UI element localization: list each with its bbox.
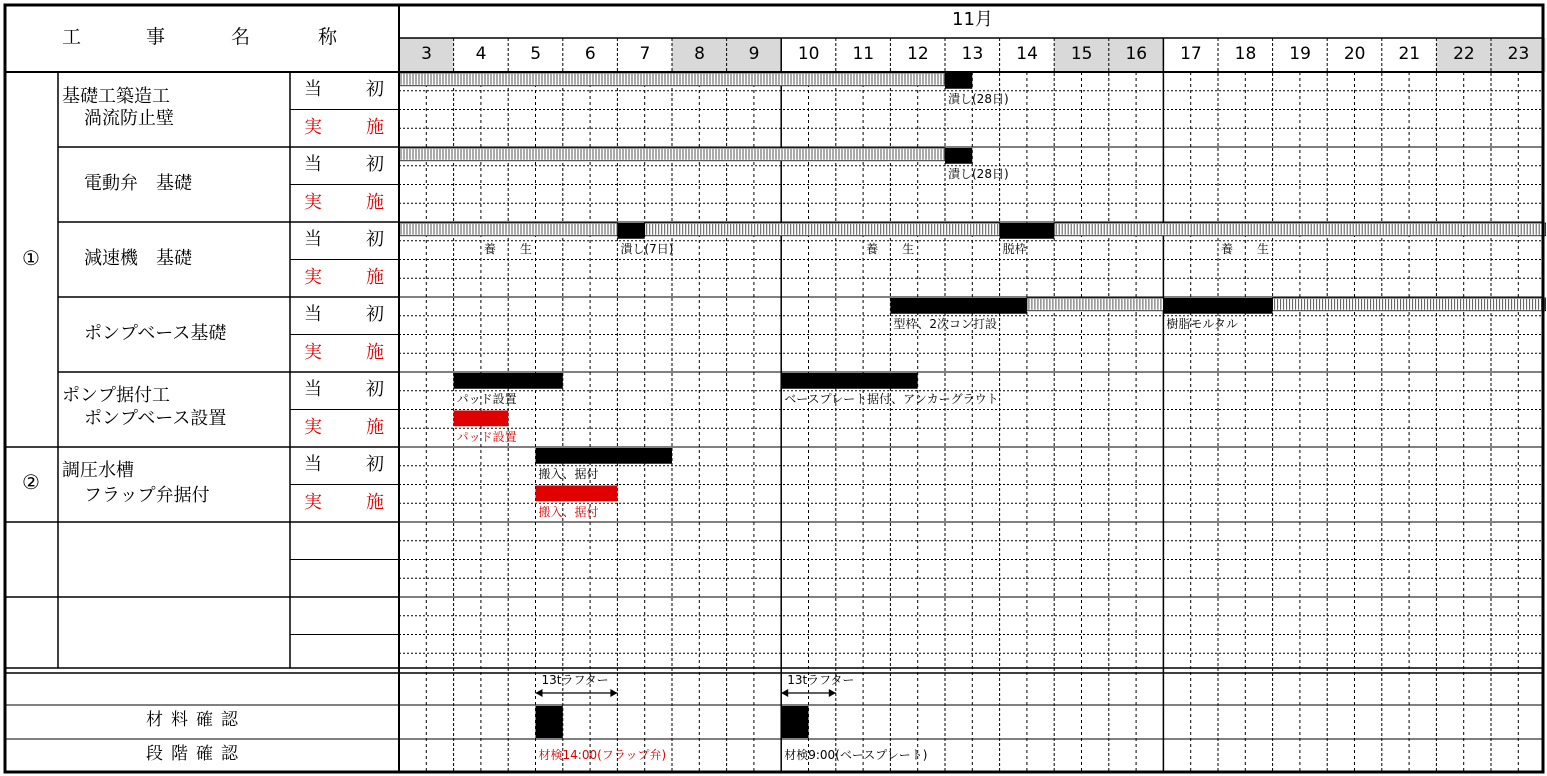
header-char-4: 称 [318,26,338,48]
day-header: 14 [1016,44,1038,64]
group-label-2: ② [22,470,40,494]
plan-bar [536,448,673,464]
plan-bar [617,223,644,239]
plan-label: 当 [304,304,322,325]
stage-check-note: 材検9:00(ベースプレート) [784,748,928,762]
arrow-head-left [536,689,543,697]
curing-bar [399,223,617,236]
schedule-note: 潰し(7日) [620,242,674,256]
plan-label: 初 [366,79,384,100]
plan-label: 初 [366,154,384,175]
plan-label: 初 [366,304,384,325]
plan-label: 当 [304,379,322,400]
header-char-2: 事 [146,26,166,48]
arrow-head-right [829,689,836,697]
task-subtitle-6: フラップ弁据付 [84,485,210,506]
plan-bar [945,148,972,164]
plan-label: 初 [366,379,384,400]
actual-label: 施 [366,491,384,513]
actual-label: 実 [304,266,322,288]
stage-check-label: 段階確認 [146,744,246,764]
actual-label: 施 [366,341,384,363]
frame-lines [5,5,1543,772]
material-check-mark [536,706,563,738]
actual-label: 施 [366,266,384,288]
stage-check-note: 材検14:00(フラップ弁) [538,748,667,762]
plan-bar [1163,298,1272,314]
schedule-note: 脱枠 [1002,242,1027,256]
day-header: 12 [907,44,929,64]
day-header: 8 [694,44,705,64]
plan-label: 当 [304,454,322,475]
plan-label: 当 [304,79,322,100]
day-header: 16 [1125,44,1148,64]
plan-bar [890,298,1027,314]
day-header: 10 [797,44,820,64]
schedule-note: 搬入、据付 [538,504,599,519]
actual-label: 実 [304,116,322,138]
task-title-4: ポンプベース基礎 [84,323,227,344]
task-title-5: ポンプ据付工 [62,385,170,406]
schedule-note: 養 生 [483,242,532,256]
day-header: 22 [1453,44,1475,64]
task-title-2: 電動弁 基礎 [84,173,192,194]
outer-border [5,5,1543,772]
schedule-note: 樹脂モルタル [1166,317,1238,331]
plan-bar [1000,223,1055,239]
day-header: 11 [852,44,875,64]
crane-label: 13tラフター [787,673,855,687]
day-header: 20 [1343,44,1366,64]
material-check-mark [781,706,808,738]
day-header: 3 [421,44,432,64]
actual-label: 施 [366,416,384,438]
arrow-head-right [610,689,617,697]
task-title-1: 基礎工築造工 [62,86,170,107]
task-subtitle-1: 渦流防止壁 [84,108,174,129]
crane-label: 13tラフター [541,673,609,687]
schedule-note: パッド設置 [456,392,517,406]
day-header: 21 [1398,44,1421,64]
actual-label: 実 [304,416,322,438]
day-header: 19 [1289,44,1311,64]
day-header: 4 [475,44,487,64]
group-label-1: ① [22,246,40,270]
plan-label: 初 [366,454,384,475]
day-header: 6 [584,44,596,64]
day-header: 13 [961,44,984,64]
day-header: 23 [1507,44,1530,64]
schedule-note: ベースプレート据付、アンカーグラウト [784,392,999,406]
day-header: 9 [748,44,760,64]
actual-bar [454,411,509,427]
actual-label: 施 [366,191,384,213]
actual-label: 実 [304,491,322,513]
day-header: 7 [639,44,651,64]
plan-bar [781,373,918,389]
plan-label: 初 [366,229,384,250]
month-label: 11月 [952,9,993,30]
schedule-note: 養 生 [866,242,915,256]
day-header: 17 [1180,44,1202,64]
header-char-1: 工 [62,26,82,48]
plan-bar [945,73,972,89]
task-subtitle-5: ポンプベース設置 [84,408,227,429]
plan-label: 当 [304,229,322,250]
plan-label: 当 [304,154,322,175]
schedule-note: 潰し(28日) [948,167,1009,181]
day-header: 5 [530,44,542,64]
day-header: 18 [1234,44,1257,64]
schedule-note: 型枠、2次コン打設 [893,317,998,331]
schedule-note: 潰し(28日) [948,92,1009,106]
task-title-3: 減速機 基礎 [84,248,192,269]
actual-label: 実 [304,341,322,363]
task-title-6: 調圧水槽 [62,460,134,481]
header-char-3: 名 [231,26,251,48]
material-check-label: 材料確認 [146,710,246,730]
actual-label: 実 [304,191,322,213]
schedule-note: 搬入、据付 [538,467,599,481]
arrow-head-left [781,689,788,697]
plan-bar [454,373,563,389]
schedule-note: パッド設置 [456,429,517,444]
day-header: 15 [1070,44,1093,64]
actual-bar [536,486,618,502]
actual-label: 施 [366,116,384,138]
schedule-note: 養 生 [1221,242,1270,256]
